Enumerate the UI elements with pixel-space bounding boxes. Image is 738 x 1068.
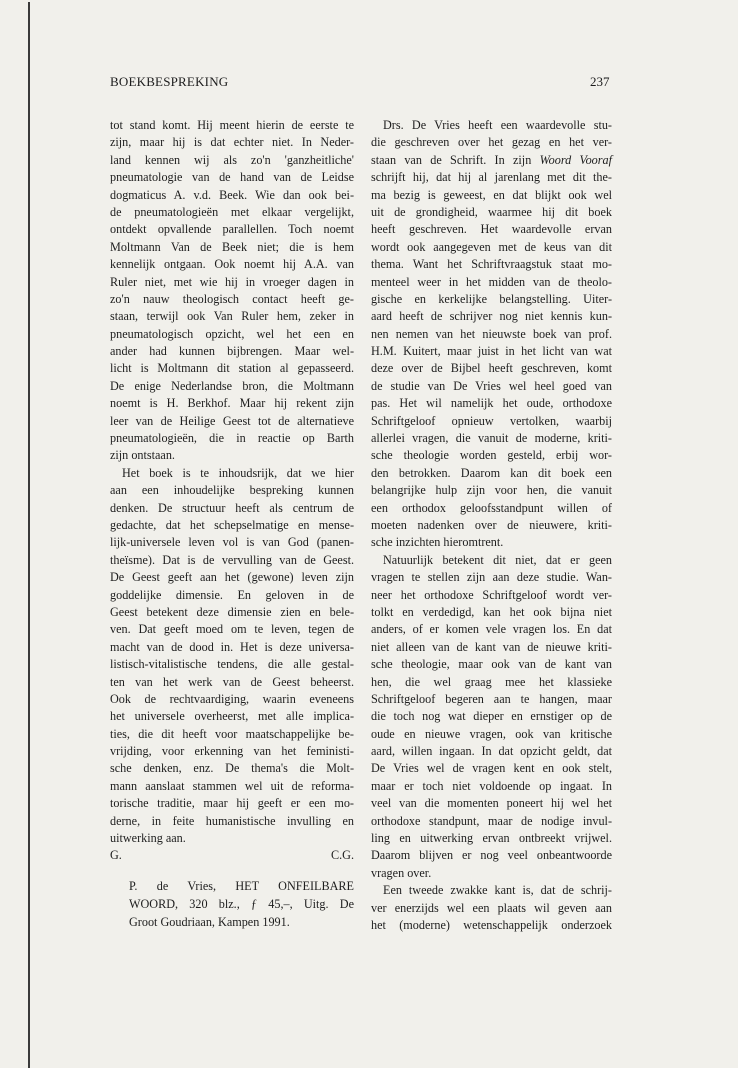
text-line: Natuurlijk betekent dit niet, dat er geen <box>383 552 612 567</box>
text-line: Ook de rechtvaardiging, waarin eveneens <box>110 691 354 706</box>
right-column <box>371 117 612 934</box>
text-line: deze over de Bijbel heeft geschreven, komt <box>371 361 612 376</box>
text-line: ontdekt opvallende parallellen. Toch noemt <box>110 222 354 237</box>
text-line: Groot Goudriaan, Kampen 1991. <box>129 914 290 929</box>
book-reference <box>110 878 354 932</box>
right-paragraph-3 <box>371 882 612 934</box>
text-line: veel van die momenten poneert hij wel het <box>371 796 612 811</box>
text-line: P. de Vries, HET ONFEILBARE <box>129 878 354 893</box>
text-line: goddelijke dimensie. En geloven in de <box>110 587 354 602</box>
text-line: lijk-universele leven vol is van God (panen- <box>110 535 354 550</box>
text-line: aard, willen ingaan. In dat opzicht geldt, dat <box>371 744 612 759</box>
text-line: kennelijk ontgaan. Ook noemt hij A.A. van <box>110 257 354 272</box>
text-line: dogmaticus A. v.d. Beek. Wie dan ook bei- <box>110 187 354 202</box>
text-line: vrijding, voor erkenning van het feministi- <box>110 744 354 759</box>
text-line: niet alleen van de kant van de nieuwe kriti- <box>371 639 612 654</box>
text-line: gische en kerkelijke belangstelling. Uiter- <box>371 291 612 306</box>
text-line: torische traditie, maar hij geeft er een mo- <box>110 796 354 811</box>
text-line: denken. De structuur heeft als centrum de <box>110 500 354 515</box>
text-line: pneumatologisch opzicht, wel het een en <box>110 326 354 341</box>
text-line: menteel weer in het midden van de theolo- <box>371 274 612 289</box>
text-line: pas. Het wil namelijk het oude, orthodoxe <box>371 396 612 411</box>
text-line: ties, die dit heeft voor maatschappelijke be- <box>110 726 354 741</box>
text-line: zijn ontstaan. <box>110 448 175 463</box>
text-line: aard heeft de schrijver nog niet kennis kun- <box>371 309 612 324</box>
text-line: Het boek is te inhoudsrijk, dat we hier <box>122 465 354 480</box>
text-line: De Vries wel de vragen kent en ook stelt, <box>371 761 612 776</box>
text-line: den betrokken. Daarom kan dit boek een <box>371 465 612 480</box>
text-line: uit de grondigheid, waarmee hij dit boek <box>371 204 612 219</box>
text-line: vragen over. <box>371 865 432 880</box>
text-line: heeft geschreven. Het waardevolle ervan <box>371 222 612 237</box>
text-line: neer het orthodoxe Schriftgeloof wordt ver- <box>371 587 612 602</box>
left-column <box>110 117 354 932</box>
binding-edge <box>28 2 30 1068</box>
text-line: nen nemen van het nieuwste boek van prof. <box>371 326 612 341</box>
text-line: De Geest geeft aan het (gewone) leven zijn <box>110 570 354 585</box>
text-line: belangrijke hulp zijn voor hen, die vanuit <box>371 483 612 498</box>
text-line: tolkt en verdedigd, kan het ook bijna niet <box>371 604 612 619</box>
text-line: zijn, maar hij is dat echter niet. In Neder- <box>110 135 354 150</box>
text-line: ven. Dat geeft moed om te leven, tegen de <box>110 622 354 637</box>
text-line: gedachte, dat het schepselmatige en mense- <box>110 517 354 532</box>
text-line: hen, die wel graag mee het klassieke <box>371 674 612 689</box>
text-line: staan, terwijl ook Van Ruler hem, zeker in <box>110 309 354 324</box>
text-line: sche inzichten hieromtrent. <box>371 535 504 550</box>
text-line: licht is Moltmann dit station al gepasseerd. <box>110 361 354 376</box>
text-line: moeten nadenken over de nieuwere, kriti- <box>371 517 612 532</box>
text-line: de studie van De Vries wel heel goed van <box>371 378 612 393</box>
text-line: de pneumatologieën met elkaar vergelijkt, <box>110 204 354 219</box>
signoff-left: G. <box>110 848 122 863</box>
text-line: ander had kunnen bijbrengen. Maar wel- <box>110 344 354 359</box>
text-line: vragen te stellen zijn aan deze studie. Wan- <box>371 570 612 585</box>
text-line: Een tweede zwakke kant is, dat de schrij- <box>383 883 612 898</box>
text-line: sche theologie worden gesteld, erbij wor- <box>371 448 612 463</box>
text-line: land kennen wij als zo'n 'ganzheitliche' <box>110 152 354 167</box>
text-line: pneumatologie van de hand van de Leidse <box>110 170 354 185</box>
text-line: het (moderne) wetenschappelijk onderzoek <box>371 917 612 932</box>
running-header-title: BOEKBESPREKING <box>110 74 229 89</box>
left-paragraph-1 <box>110 117 354 465</box>
text-line: schrijft hij, dat hij al jarenlang met dit the- <box>371 170 612 185</box>
text-line: WOORD, 320 blz., ƒ 45,–, Uitg. De <box>129 896 354 911</box>
book-title-italic: Woord Vooraf <box>539 152 612 167</box>
text-line: Moltmann Van de Beek niet; die is hem <box>110 239 354 254</box>
text-line: sche denken, enz. De thema's die Molt- <box>110 761 354 776</box>
text-line <box>371 152 612 169</box>
text-line: ver enerzijds wel een plaats wil geven aan <box>371 900 612 915</box>
text-line: macht van de dood in. Het is deze universa- <box>110 639 354 654</box>
text-line: ma bezig is geweest, en dat blijkt ook wel <box>371 187 612 202</box>
text-line: die toch nog wat dieper en ernstiger op de <box>371 709 612 724</box>
text-line: zo'n nauw theologisch contact heeft ge- <box>110 291 354 306</box>
text-line: ling en uitwerking ervan ontbreekt vrijwel. <box>371 831 612 846</box>
text-line: derne, in feite humanistische invulling en <box>110 813 354 828</box>
text-line: noemt is H. Berkhof. Maar hij rekent zijn <box>110 396 354 411</box>
text-segment: staan van de Schrift. In zijn <box>371 152 540 167</box>
text-line: listisch-vitalistische tendens, die alle gestal- <box>110 657 354 672</box>
review-signoff <box>110 847 354 864</box>
text-line: aan een inhoudelijke bespreking kunnen <box>110 483 354 498</box>
text-line: Schriftgeloof opnieuw vertolken, waarbij <box>371 413 612 428</box>
text-line: het universele overheerst, met alle implica- <box>110 709 354 724</box>
text-line: een orthodox geloofsstandpunt willen of <box>371 500 612 515</box>
left-paragraph-2 <box>110 465 354 848</box>
signoff-right: C.G. <box>330 848 354 863</box>
page-number: 237 <box>590 74 610 89</box>
text-line: De enige Nederlandse bron, die Moltmann <box>110 378 354 393</box>
text-line: anders, of er komen vele vragen los. En dat <box>371 622 612 637</box>
text-line: uitwerking aan. <box>110 831 186 846</box>
right-paragraph-2 <box>371 552 612 882</box>
text-line: oude en nieuwe vragen, ook van kritische <box>371 726 612 741</box>
text-line: orthodoxe standpunt, maar de nodige invul- <box>371 813 612 828</box>
text-line: Daarom blijven er nog veel onbeantwoorde <box>371 848 612 863</box>
text-line: H.M. Kuitert, maar juist in het licht van wat <box>371 344 612 359</box>
right-paragraph-1 <box>371 117 612 552</box>
text-line: pneumatologieën, die in reactie op Barth <box>110 431 354 446</box>
text-line: maar er toch niet voldoende op ingaat. In <box>371 778 612 793</box>
text-line: Ruler niet, met wie hij in vroeger dagen in <box>110 274 354 289</box>
text-line: mann aanslaat stammen wel uit de reforma- <box>110 778 354 793</box>
text-line: Geest betekent deze dimensie zien en bele- <box>110 604 354 619</box>
text-line: tot stand komt. Hij meent hierin de eerste te <box>110 118 354 132</box>
text-line: Schriftgeloof begeren aan te hangen, maar <box>371 691 612 706</box>
text-line: leer van de Heilige Geest tot de alternatieve <box>110 413 354 428</box>
text-line: theïsme). Dat is de vervulling van de Geest. <box>110 552 354 567</box>
text-line: Drs. De Vries heeft een waardevolle stu- <box>383 118 612 132</box>
text-line: allerlei vragen, die vanuit de moderne, kriti- <box>371 431 612 446</box>
text-line: sche theologie, maar ook van de kant van <box>371 657 612 672</box>
text-line: ten van het werk van de Geest beheerst. <box>110 674 354 689</box>
text-line: thema. Want het Schriftvraagstuk staat mo- <box>371 257 612 272</box>
text-line: wordt ook aangegeven met de keus van dit <box>371 239 612 254</box>
text-line: die geschreven over het gezag en het ver- <box>371 135 612 150</box>
